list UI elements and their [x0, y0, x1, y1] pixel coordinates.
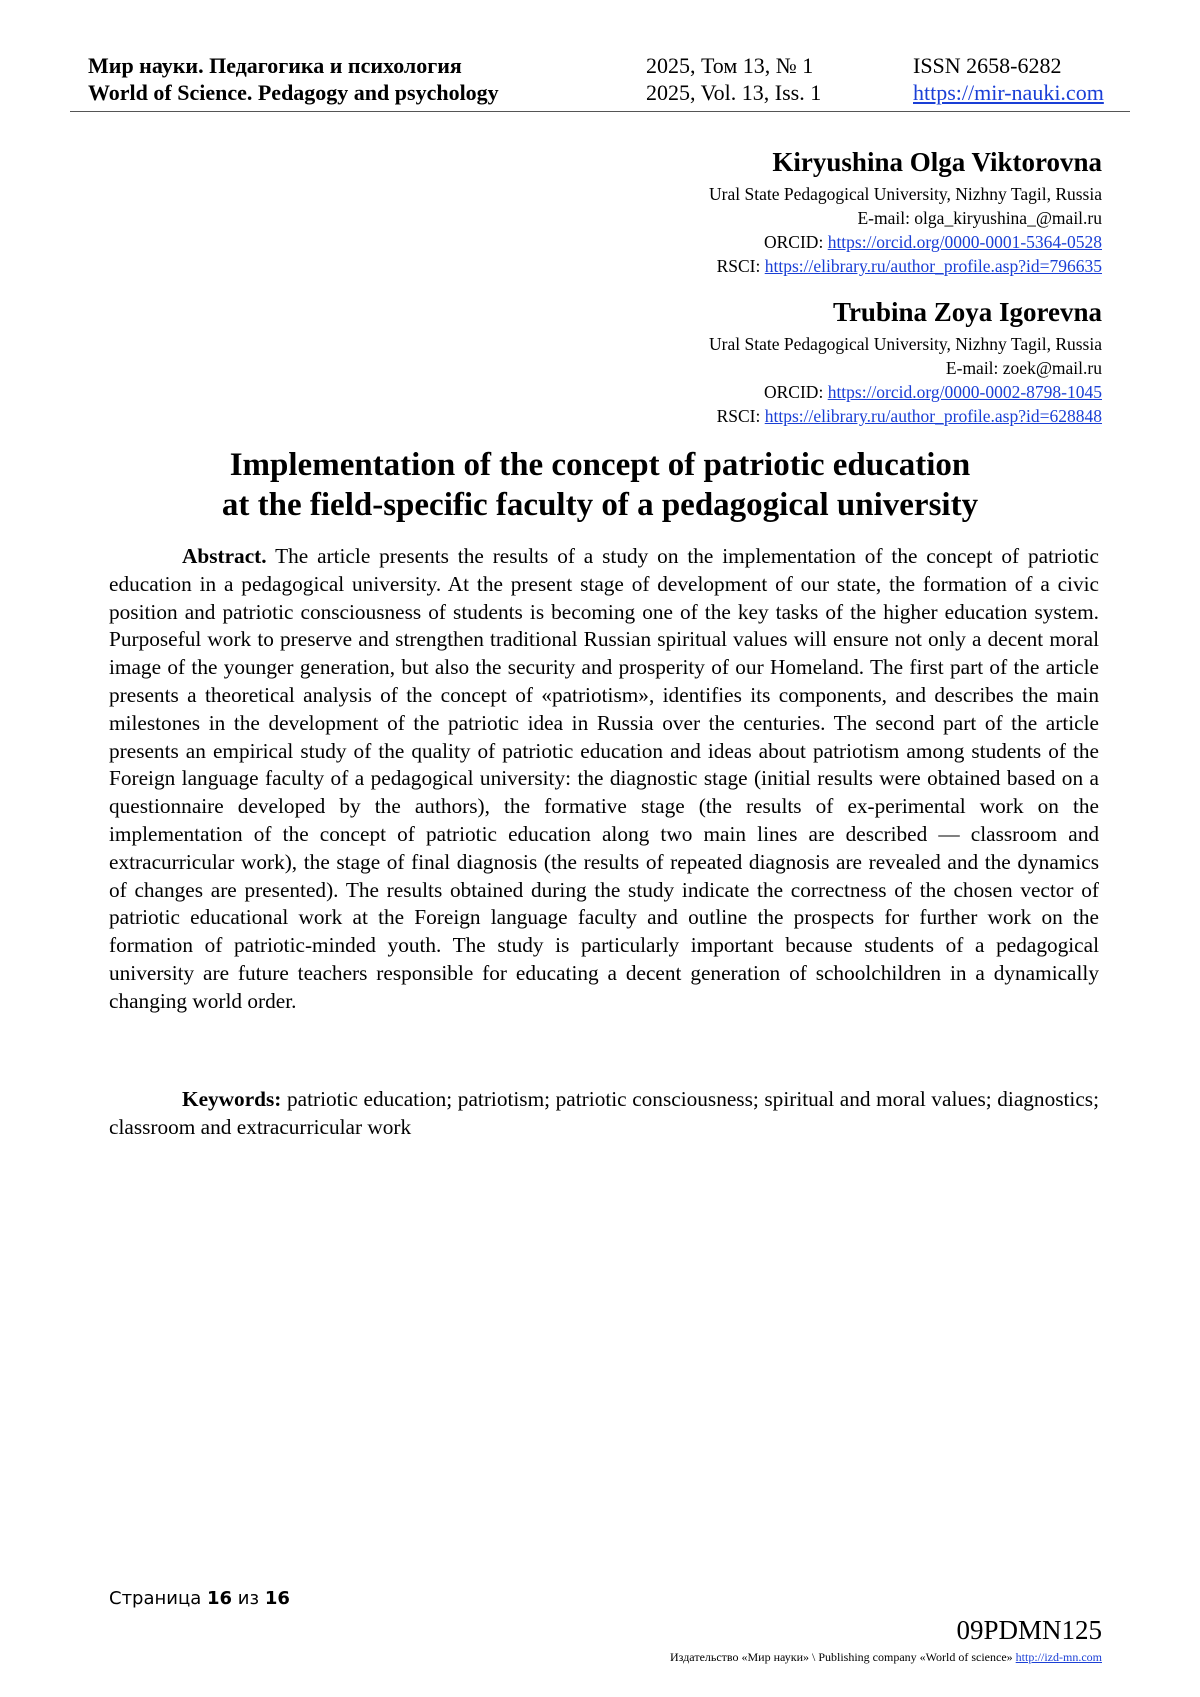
author-block-2: [402, 296, 1102, 428]
page-current: 16: [207, 1588, 233, 1609]
rsci-link[interactable]: https://elibrary.ru/author_profile.asp?id=628848: [764, 406, 1102, 426]
publisher-link[interactable]: http://izd-mn.com: [1015, 1650, 1102, 1664]
author-email: E-mail: olga_kiryushina_@mail.ru: [857, 208, 1102, 228]
article-title: [100, 445, 1100, 525]
author-rsci: [402, 254, 1102, 278]
author-block-1: [402, 146, 1102, 278]
abstract-text: The article presents the results of a study on the implementation of the concept of patriotic education in a pedagogical university. At the present stage of development of our state, the formation of a civic position and patriotic consciousness of students is becoming one of the key tasks of the higher education system. Purposeful work to preserve and strengthen traditional Russian spiritual values will ensure not only a decent moral image of the younger generation, but also the security and prosperity of our Homeland. The first part of the article presents a theoretical analysis of the concept of «patriotism», identifies its components, and describes the main milestones in the development of the patriotic idea in Russia over the centuries. The second part of the article presents an empirical study of the quality of patriotic education and ideas about patriotism among students of the Foreign language faculty of a pedagogical university: the diagnostic stage (initial results were obtained based on a questionnaire developed by the authors), the formative stage (the results of ex-perimental work on the implementation of the concept of patriotic education along two main lines are described — classroom and extracurricular work), the stage of final diagnosis (the results of repeated diagnosis are revealed and the dynamics of changes are presented). The results obtained during the study indicate the correctness of the chosen vector of patriotic educational work at the Foreign language faculty and outline the prospects for further work on the formation of patriotic-minded youth. The study is particularly important because students of a pedagogical university are future teachers responsible for educating a decent generation of schoolchildren in a dynamically changing world order.: [109, 544, 1099, 1013]
author-affiliation: Ural State Pedagogical University, Nizhny Tagil, Russia: [709, 334, 1102, 354]
author-name: Kiryushina Olga Viktorovna: [772, 147, 1102, 177]
page-total: 16: [264, 1588, 290, 1609]
article-code: 09PDMN125: [956, 1615, 1102, 1645]
journal-header: [88, 52, 1128, 110]
author-name: Trubina Zoya Igorevna: [832, 297, 1102, 327]
orcid-label: ORCID:: [764, 382, 824, 402]
issue-ru: 2025, Том 13, № 1: [646, 53, 814, 78]
header-divider: [70, 111, 1130, 112]
issue-en: 2025, Vol. 13, Iss. 1: [646, 80, 822, 105]
page-number: [109, 1588, 290, 1610]
abstract: [109, 543, 1099, 1016]
publisher-text: Издательство «Мир науки» \ Publishing company «World of science»: [670, 1650, 1013, 1664]
orcid-link[interactable]: https://orcid.org/0000-0001-5364-0528: [827, 232, 1102, 252]
keywords-label: Keywords:: [182, 1087, 282, 1111]
author-email: E-mail: zoek@mail.ru: [945, 358, 1102, 378]
keywords: [109, 1086, 1099, 1142]
orcid-link[interactable]: https://orcid.org/0000-0002-8798-1045: [827, 382, 1102, 402]
abstract-label: Abstract.: [182, 544, 267, 568]
author-rsci: [402, 404, 1102, 428]
author-affiliation: Ural State Pedagogical University, Nizhny Tagil, Russia: [709, 184, 1102, 204]
page-of: из: [237, 1588, 260, 1609]
rsci-link[interactable]: https://elibrary.ru/author_profile.asp?id=796635: [764, 256, 1102, 276]
publisher-line: [670, 1649, 1102, 1665]
article-title-line-2: at the field-specific faculty of a pedagogical university: [221, 487, 979, 523]
rsci-label: RSCI:: [716, 406, 761, 426]
keywords-text: patriotic education; patriotism; patriotic consciousness; spiritual and moral values; diagnostics; classroom and extracurricular work: [109, 1087, 1100, 1139]
rsci-label: RSCI:: [716, 256, 761, 276]
page-word: Страница: [109, 1588, 202, 1609]
author-orcid: [402, 380, 1102, 404]
journal-name: [88, 52, 648, 106]
journal-name-en: World of Science. Pedagogy and psychology: [88, 80, 499, 105]
issue-info: [646, 52, 916, 106]
issn-info: [913, 52, 1143, 106]
journal-site-link[interactable]: https://mir-nauki.com: [913, 80, 1104, 105]
journal-name-ru: Мир науки. Педагогика и психология: [88, 53, 462, 78]
orcid-label: ORCID:: [764, 232, 824, 252]
issn: ISSN 2658-6282: [913, 53, 1062, 78]
author-orcid: [402, 230, 1102, 254]
article-title-line-1: Implementation of the concept of patriotic education: [229, 447, 971, 483]
